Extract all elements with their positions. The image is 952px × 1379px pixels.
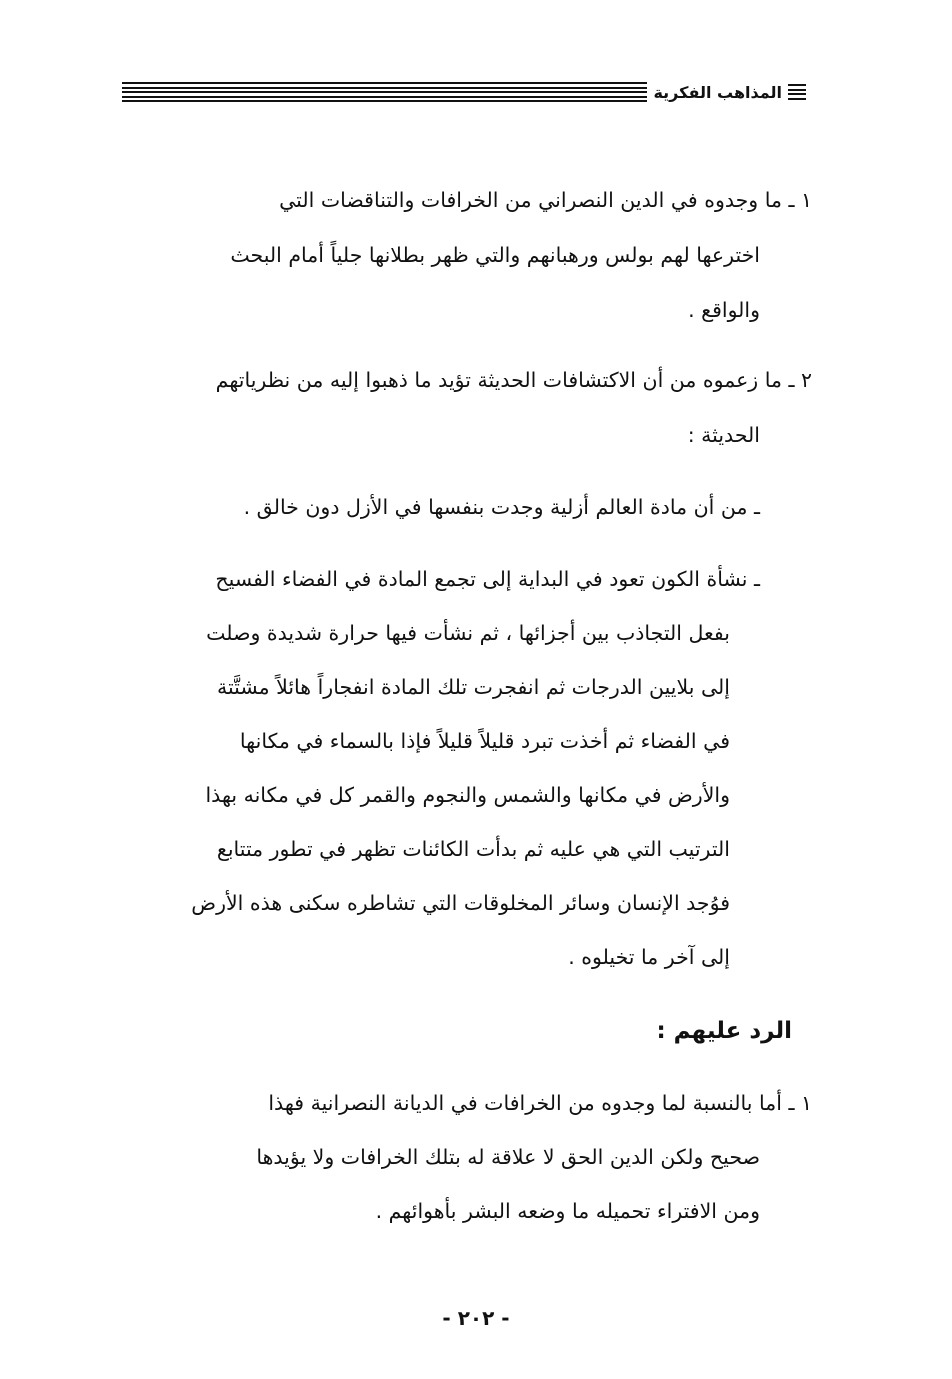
text-line: إلى آخر ما تخيلوه . (568, 945, 730, 969)
text-line: صحيح ولكن الدين الحق لا علاقة له بتلك الخرافات ولا يؤيدها (256, 1145, 760, 1169)
text-line: والواقع . (688, 298, 760, 322)
text-line: الترتيب التي هي عليه ثم بدأت الكائنات تظهر في تطور متتابع (216, 837, 730, 861)
text-line: في الفضاء ثم أخذت تبرد قليلاً قليلاً فإذا بالسماء في مكانها (239, 729, 730, 753)
text-line: ١ ـ ما وجدوه في الدين النصراني من الخرافات والتناقضات التي (279, 188, 812, 212)
header-title: المذاهب الفكرية (653, 82, 782, 102)
section-heading: الرد عليهم : (656, 1018, 792, 1044)
text-line: والأرض في مكانها والشمس والنجوم والقمر كل في مكانه بهذا (205, 783, 730, 807)
text-line: اخترعها لهم بولس ورهبانهم والتي ظهر بطلانها جلياً أمام البحث (230, 243, 760, 267)
text-line: ٢ ـ ما زعموه من أن الاكتشافات الحديثة تؤيد ما ذهبوا إليه من نظرياتهم (215, 368, 812, 392)
text-line: الحديثة : (687, 423, 760, 447)
running-header (122, 78, 806, 106)
page-number: - ٢٠٢ - (442, 1306, 510, 1330)
text-line: ومن الافتراء تحميله ما وضعه البشر بأهوائهم . (375, 1199, 760, 1223)
header-rule-short (788, 84, 806, 100)
dash-item: ـ من أن مادة العالم أزلية وجدت بنفسها في الأزل دون خالق . (243, 495, 760, 519)
text-line: ـ نشأة الكون تعود في البداية إلى تجمع المادة في الفضاء الفسيح (215, 567, 760, 591)
text-line: بفعل التجاذب بين أجزائها ، ثم نشأت فيها حرارة شديدة وصلت (206, 621, 730, 645)
text-line: فوُجد الإنسان وسائر المخلوقات التي تشاطره سكنى هذه الأرض (191, 891, 730, 915)
text-line: إلى بلايين الدرجات ثم انفجرت تلك المادة انفجاراً هائلاً مشتَّتة (216, 675, 730, 699)
header-rule-long (122, 82, 647, 102)
text-line: ١ ـ أما بالنسبة لما وجدوه من الخرافات في الديانة النصرانية فهذا (268, 1091, 812, 1115)
